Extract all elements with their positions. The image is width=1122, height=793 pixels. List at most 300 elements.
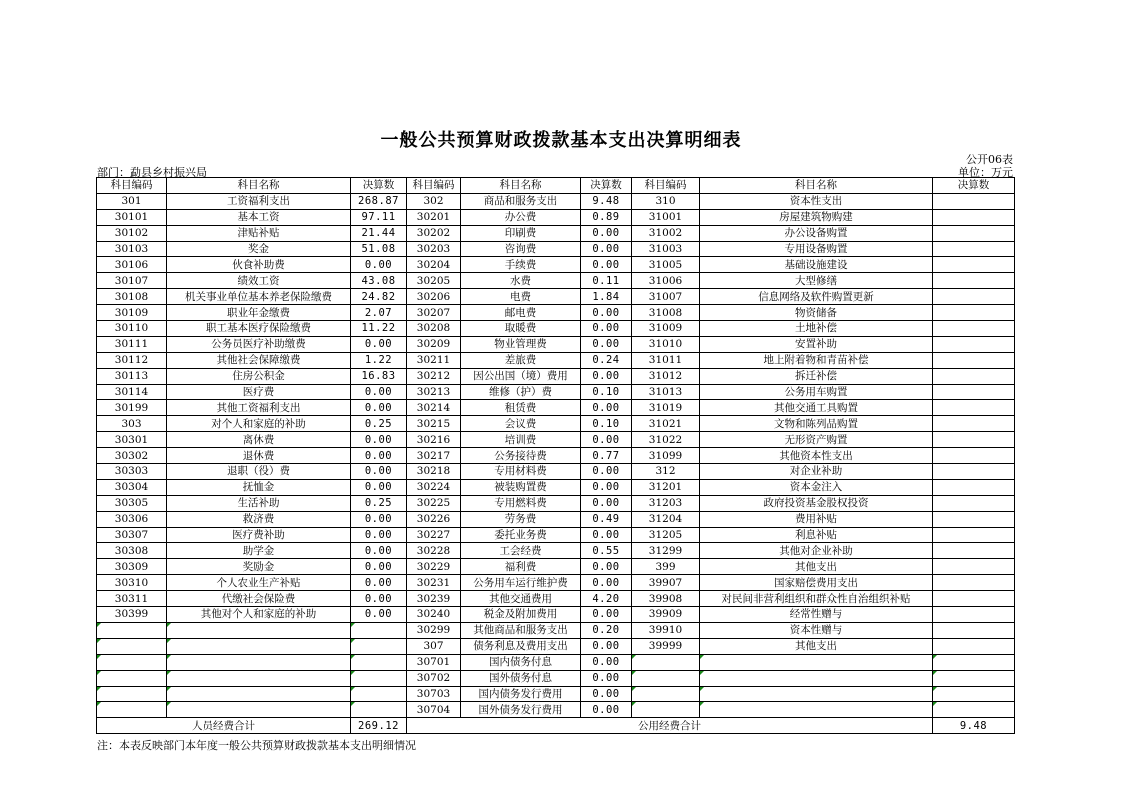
cell-amount-2: 0.00 — [581, 336, 632, 352]
table-row — [97, 305, 1015, 321]
cell-code-3: 39999 — [632, 638, 700, 654]
cell-amount-3 — [933, 686, 1015, 702]
table-row — [97, 543, 1015, 559]
cell-code-2: 30218 — [407, 464, 461, 480]
cell-name-2: 福利费 — [461, 559, 581, 575]
cell-code-3: 31002 — [632, 225, 700, 241]
table-row — [97, 241, 1015, 257]
cell-amount-2: 0.10 — [581, 416, 632, 432]
cell-code-2: 30231 — [407, 575, 461, 591]
cell-name-1: 其他对个人和家庭的补助 — [167, 607, 351, 623]
cell-name-3: 费用补贴 — [700, 511, 933, 527]
cell-name-2: 国外债务发行费用 — [461, 702, 581, 718]
cell-amount-3 — [933, 559, 1015, 575]
cell-code-2: 30227 — [407, 527, 461, 543]
expenditure-table — [96, 177, 1015, 734]
cell-amount-2: 0.00 — [581, 638, 632, 654]
cell-amount-3 — [933, 511, 1015, 527]
cell-name-2: 物业管理费 — [461, 336, 581, 352]
cell-amount-2: 0.00 — [581, 368, 632, 384]
cell-code-1: 301 — [97, 193, 167, 209]
cell-amount-2: 0.11 — [581, 273, 632, 289]
cell-code-2: 30216 — [407, 432, 461, 448]
cell-name-1: 绩效工资 — [167, 273, 351, 289]
cell-name-3: 对民间非营利组织和群众性自治组织补贴 — [700, 591, 933, 607]
cell-amount-1 — [351, 686, 407, 702]
cell-code-3: 39907 — [632, 575, 700, 591]
cell-code-2: 30225 — [407, 495, 461, 511]
cell-name-2: 国外债务付息 — [461, 670, 581, 686]
cell-code-3: 39909 — [632, 607, 700, 623]
cell-name-3: 资本性赠与 — [700, 622, 933, 638]
table-row — [97, 368, 1015, 384]
cell-code-2: 30203 — [407, 241, 461, 257]
cell-code-3: 31205 — [632, 527, 700, 543]
cell-code-2: 30229 — [407, 559, 461, 575]
cell-code-3: 31013 — [632, 384, 700, 400]
cell-code-1: 30399 — [97, 607, 167, 623]
cell-name-1 — [167, 622, 351, 638]
cell-amount-3 — [933, 241, 1015, 257]
personnel-total-label: 人员经费合计 — [97, 718, 351, 734]
cell-code-1: 30303 — [97, 464, 167, 480]
cell-code-1: 30309 — [97, 559, 167, 575]
cell-name-3: 安置补助 — [700, 336, 933, 352]
cell-amount-1: 0.25 — [351, 416, 407, 432]
cell-amount-2: 1.84 — [581, 289, 632, 305]
cell-name-1: 救济费 — [167, 511, 351, 527]
cell-name-2: 培训费 — [461, 432, 581, 448]
cell-name-2: 取暖费 — [461, 321, 581, 337]
cell-code-1: 30305 — [97, 495, 167, 511]
cell-code-1: 30110 — [97, 321, 167, 337]
cell-amount-3 — [933, 543, 1015, 559]
cell-name-3: 其他对企业补助 — [700, 543, 933, 559]
cell-name-1: 退休费 — [167, 448, 351, 464]
cell-name-3 — [700, 702, 933, 718]
cell-amount-2: 0.00 — [581, 225, 632, 241]
cell-name-3: 信息网络及软件购置更新 — [700, 289, 933, 305]
cell-name-1: 对个人和家庭的补助 — [167, 416, 351, 432]
header-amount-2: 决算数 — [581, 178, 632, 194]
cell-name-3: 其他资本性支出 — [700, 448, 933, 464]
cell-code-2: 30213 — [407, 384, 461, 400]
cell-code-1: 30103 — [97, 241, 167, 257]
cell-name-1: 津贴补贴 — [167, 225, 351, 241]
cell-code-3 — [632, 670, 700, 686]
cell-code-1: 30304 — [97, 479, 167, 495]
cell-code-2: 30204 — [407, 257, 461, 273]
cell-code-2: 30207 — [407, 305, 461, 321]
cell-name-1: 其他工资福利支出 — [167, 400, 351, 416]
cell-code-1: 30301 — [97, 432, 167, 448]
cell-code-1 — [97, 654, 167, 670]
cell-code-1: 30109 — [97, 305, 167, 321]
cell-name-2: 水费 — [461, 273, 581, 289]
cell-amount-3 — [933, 321, 1015, 337]
cell-name-3: 经常性赠与 — [700, 607, 933, 623]
cell-amount-1: 0.00 — [351, 511, 407, 527]
header-name-3: 科目名称 — [700, 178, 933, 194]
cell-amount-1: 0.00 — [351, 479, 407, 495]
totals-row — [97, 718, 1015, 734]
table-row — [97, 575, 1015, 591]
cell-amount-3 — [933, 432, 1015, 448]
cell-amount-2: 0.00 — [581, 305, 632, 321]
cell-code-2: 30701 — [407, 654, 461, 670]
cell-name-3: 利息补贴 — [700, 527, 933, 543]
cell-amount-3 — [933, 225, 1015, 241]
cell-amount-1: 0.00 — [351, 607, 407, 623]
cell-amount-3 — [933, 622, 1015, 638]
cell-name-2: 工会经费 — [461, 543, 581, 559]
cell-code-3: 31009 — [632, 321, 700, 337]
table-body — [97, 193, 1015, 717]
cell-code-2: 30214 — [407, 400, 461, 416]
cell-amount-2: 0.00 — [581, 686, 632, 702]
cell-code-3: 39910 — [632, 622, 700, 638]
cell-name-3: 资本性支出 — [700, 193, 933, 209]
cell-name-1: 基本工资 — [167, 209, 351, 225]
cell-name-2: 租赁费 — [461, 400, 581, 416]
cell-amount-3 — [933, 257, 1015, 273]
cell-name-1 — [167, 638, 351, 654]
cell-amount-3 — [933, 591, 1015, 607]
cell-amount-3 — [933, 527, 1015, 543]
cell-name-2: 被装购置费 — [461, 479, 581, 495]
public-total-label: 公用经费合计 — [407, 718, 933, 734]
table-row — [97, 479, 1015, 495]
cell-code-1: 30102 — [97, 225, 167, 241]
cell-name-3: 大型修缮 — [700, 273, 933, 289]
cell-amount-2: 0.00 — [581, 702, 632, 718]
cell-amount-2: 0.00 — [581, 575, 632, 591]
cell-code-1: 30101 — [97, 209, 167, 225]
cell-code-3: 31005 — [632, 257, 700, 273]
cell-code-2: 30240 — [407, 607, 461, 623]
table-row — [97, 384, 1015, 400]
cell-amount-2: 0.77 — [581, 448, 632, 464]
cell-code-3: 31299 — [632, 543, 700, 559]
public-total-value: 9.48 — [933, 718, 1015, 734]
header-code-2: 科目编码 — [407, 178, 461, 194]
cell-code-1: 303 — [97, 416, 167, 432]
table-row — [97, 464, 1015, 480]
cell-amount-2: 0.00 — [581, 654, 632, 670]
cell-code-2: 30211 — [407, 352, 461, 368]
table-row — [97, 416, 1015, 432]
cell-code-1 — [97, 622, 167, 638]
cell-amount-3 — [933, 336, 1015, 352]
cell-name-1: 住房公积金 — [167, 368, 351, 384]
cell-name-3 — [700, 654, 933, 670]
table-row — [97, 352, 1015, 368]
header-amount-1: 决算数 — [351, 178, 407, 194]
cell-code-3: 310 — [632, 193, 700, 209]
cell-name-1: 退职（役）费 — [167, 464, 351, 480]
cell-amount-3 — [933, 193, 1015, 209]
cell-amount-2: 0.00 — [581, 241, 632, 257]
cell-amount-3 — [933, 400, 1015, 416]
cell-amount-3 — [933, 384, 1015, 400]
table-row — [97, 670, 1015, 686]
cell-amount-1: 0.00 — [351, 527, 407, 543]
cell-name-3: 专用设备购置 — [700, 241, 933, 257]
table-row — [97, 321, 1015, 337]
cell-name-3: 国家赔偿费用支出 — [700, 575, 933, 591]
cell-amount-1: 11.22 — [351, 321, 407, 337]
cell-amount-1 — [351, 702, 407, 718]
table-row — [97, 400, 1015, 416]
cell-amount-2: 0.00 — [581, 321, 632, 337]
header-name-2: 科目名称 — [461, 178, 581, 194]
table-row — [97, 336, 1015, 352]
table-row — [97, 622, 1015, 638]
cell-amount-2: 0.00 — [581, 479, 632, 495]
cell-name-1: 奖励金 — [167, 559, 351, 575]
cell-amount-1: 51.08 — [351, 241, 407, 257]
header-code-3: 科目编码 — [632, 178, 700, 194]
cell-code-3: 31022 — [632, 432, 700, 448]
cell-amount-1: 0.00 — [351, 400, 407, 416]
cell-amount-1 — [351, 654, 407, 670]
cell-name-2: 专用材料费 — [461, 464, 581, 480]
cell-code-3: 39908 — [632, 591, 700, 607]
cell-name-3: 其他支出 — [700, 638, 933, 654]
personnel-total-value: 269.12 — [351, 718, 407, 734]
table-row — [97, 686, 1015, 702]
cell-name-1 — [167, 702, 351, 718]
cell-amount-1: 21.44 — [351, 225, 407, 241]
cell-amount-3 — [933, 289, 1015, 305]
cell-amount-1: 0.00 — [351, 384, 407, 400]
cell-amount-2: 0.49 — [581, 511, 632, 527]
cell-name-2: 会议费 — [461, 416, 581, 432]
cell-name-3: 其他支出 — [700, 559, 933, 575]
cell-name-2: 国内债务发行费用 — [461, 686, 581, 702]
cell-name-1: 工资福利支出 — [167, 193, 351, 209]
cell-code-1: 30311 — [97, 591, 167, 607]
cell-name-1: 助学金 — [167, 543, 351, 559]
cell-name-3: 拆迁补偿 — [700, 368, 933, 384]
header-amount-3: 决算数 — [933, 178, 1015, 194]
cell-amount-3 — [933, 638, 1015, 654]
cell-amount-3 — [933, 416, 1015, 432]
cell-code-3: 31204 — [632, 511, 700, 527]
cell-amount-2: 0.00 — [581, 257, 632, 273]
table-row — [97, 193, 1015, 209]
cell-code-3: 31012 — [632, 368, 700, 384]
cell-amount-1 — [351, 622, 407, 638]
cell-amount-1: 0.25 — [351, 495, 407, 511]
cell-code-3: 31008 — [632, 305, 700, 321]
cell-name-3 — [700, 670, 933, 686]
table-row — [97, 607, 1015, 623]
cell-name-2: 债务利息及费用支出 — [461, 638, 581, 654]
table-row — [97, 527, 1015, 543]
cell-name-3: 办公设备购置 — [700, 225, 933, 241]
cell-amount-2: 0.00 — [581, 400, 632, 416]
table-row — [97, 654, 1015, 670]
cell-amount-3 — [933, 654, 1015, 670]
cell-code-2: 30202 — [407, 225, 461, 241]
cell-amount-1: 1.22 — [351, 352, 407, 368]
cell-code-2: 30226 — [407, 511, 461, 527]
cell-name-1: 职业年金缴费 — [167, 305, 351, 321]
cell-amount-2: 0.00 — [581, 607, 632, 623]
cell-name-1: 医疗费补助 — [167, 527, 351, 543]
cell-code-3: 31099 — [632, 448, 700, 464]
cell-amount-2: 0.00 — [581, 559, 632, 575]
table-row — [97, 511, 1015, 527]
cell-name-2: 国内债务付息 — [461, 654, 581, 670]
cell-amount-2: 0.10 — [581, 384, 632, 400]
cell-name-2: 其他商品和服务支出 — [461, 622, 581, 638]
cell-name-2: 公务用车运行维护费 — [461, 575, 581, 591]
cell-code-3: 31003 — [632, 241, 700, 257]
cell-code-1: 30307 — [97, 527, 167, 543]
table-row — [97, 273, 1015, 289]
cell-amount-3 — [933, 479, 1015, 495]
cell-code-1: 30114 — [97, 384, 167, 400]
cell-name-2: 手续费 — [461, 257, 581, 273]
cell-amount-2: 4.20 — [581, 591, 632, 607]
table-row — [97, 257, 1015, 273]
cell-name-2: 差旅费 — [461, 352, 581, 368]
cell-name-1: 个人农业生产补贴 — [167, 575, 351, 591]
cell-code-3: 31019 — [632, 400, 700, 416]
cell-code-1 — [97, 702, 167, 718]
table-row — [97, 432, 1015, 448]
cell-code-3: 312 — [632, 464, 700, 480]
cell-code-2: 30702 — [407, 670, 461, 686]
cell-name-1: 医疗费 — [167, 384, 351, 400]
cell-amount-1: 0.00 — [351, 432, 407, 448]
cell-name-2: 专用燃料费 — [461, 495, 581, 511]
header-name-1: 科目名称 — [167, 178, 351, 194]
cell-name-1: 机关事业单位基本养老保险缴费 — [167, 289, 351, 305]
cell-code-2: 30205 — [407, 273, 461, 289]
header-code-1: 科目编码 — [97, 178, 167, 194]
cell-amount-1: 0.00 — [351, 464, 407, 480]
cell-amount-1: 43.08 — [351, 273, 407, 289]
cell-name-2: 其他交通费用 — [461, 591, 581, 607]
cell-code-2: 30212 — [407, 368, 461, 384]
cell-name-1 — [167, 670, 351, 686]
cell-name-2: 邮电费 — [461, 305, 581, 321]
cell-code-2: 30208 — [407, 321, 461, 337]
cell-code-2: 30299 — [407, 622, 461, 638]
cell-code-3: 31006 — [632, 273, 700, 289]
cell-name-3: 公务用车购置 — [700, 384, 933, 400]
cell-name-2: 劳务费 — [461, 511, 581, 527]
footnote: 注：本表反映部门本年度一般公共预算财政拨款基本支出明细情况 — [97, 739, 416, 752]
cell-code-1: 30112 — [97, 352, 167, 368]
cell-amount-1: 2.07 — [351, 305, 407, 321]
cell-code-1: 30310 — [97, 575, 167, 591]
cell-code-1: 30106 — [97, 257, 167, 273]
table-row — [97, 209, 1015, 225]
table-row — [97, 702, 1015, 718]
cell-name-3: 其他交通工具购置 — [700, 400, 933, 416]
cell-amount-1: 0.00 — [351, 448, 407, 464]
cell-amount-2: 0.24 — [581, 352, 632, 368]
report-title: 一般公共预算财政拨款基本支出决算明细表 — [380, 130, 742, 151]
cell-code-2: 30217 — [407, 448, 461, 464]
cell-name-2: 维修（护）费 — [461, 384, 581, 400]
cell-amount-3 — [933, 495, 1015, 511]
cell-amount-2: 0.00 — [581, 432, 632, 448]
cell-name-3: 资本金注入 — [700, 479, 933, 495]
cell-name-2: 委托业务费 — [461, 527, 581, 543]
table-row — [97, 591, 1015, 607]
cell-amount-1: 24.82 — [351, 289, 407, 305]
cell-name-2: 电费 — [461, 289, 581, 305]
cell-amount-1: 0.00 — [351, 543, 407, 559]
cell-amount-2: 9.48 — [581, 193, 632, 209]
cell-name-1: 离休费 — [167, 432, 351, 448]
cell-amount-2: 0.20 — [581, 622, 632, 638]
cell-code-1: 30113 — [97, 368, 167, 384]
cell-amount-1 — [351, 670, 407, 686]
cell-code-2: 30704 — [407, 702, 461, 718]
cell-name-1 — [167, 686, 351, 702]
cell-code-3: 31011 — [632, 352, 700, 368]
cell-code-3 — [632, 702, 700, 718]
cell-amount-2: 0.00 — [581, 464, 632, 480]
cell-amount-3 — [933, 464, 1015, 480]
cell-name-1: 生活补助 — [167, 495, 351, 511]
cell-name-2: 商品和服务支出 — [461, 193, 581, 209]
cell-name-3: 对企业补助 — [700, 464, 933, 480]
cell-amount-2: 0.55 — [581, 543, 632, 559]
cell-code-1 — [97, 670, 167, 686]
cell-code-1 — [97, 638, 167, 654]
cell-code-1: 30306 — [97, 511, 167, 527]
cell-code-3: 31001 — [632, 209, 700, 225]
cell-code-3: 31203 — [632, 495, 700, 511]
cell-amount-3 — [933, 607, 1015, 623]
cell-amount-2: 0.00 — [581, 527, 632, 543]
cell-code-1: 30199 — [97, 400, 167, 416]
cell-code-2: 30703 — [407, 686, 461, 702]
cell-name-1: 其他社会保障缴费 — [167, 352, 351, 368]
cell-code-3: 31201 — [632, 479, 700, 495]
cell-code-3: 399 — [632, 559, 700, 575]
cell-code-2: 30224 — [407, 479, 461, 495]
cell-code-2: 30239 — [407, 591, 461, 607]
cell-name-1: 代缴社会保险费 — [167, 591, 351, 607]
cell-code-2: 30215 — [407, 416, 461, 432]
cell-code-1: 30308 — [97, 543, 167, 559]
cell-amount-3 — [933, 448, 1015, 464]
cell-name-1: 公务员医疗补助缴费 — [167, 336, 351, 352]
cell-amount-1: 97.11 — [351, 209, 407, 225]
cell-amount-2: 0.89 — [581, 209, 632, 225]
cell-amount-3 — [933, 670, 1015, 686]
cell-name-1 — [167, 654, 351, 670]
cell-code-2: 302 — [407, 193, 461, 209]
cell-name-2: 印刷费 — [461, 225, 581, 241]
cell-code-1: 30108 — [97, 289, 167, 305]
cell-amount-3 — [933, 305, 1015, 321]
cell-name-3: 政府投资基金股权投资 — [700, 495, 933, 511]
cell-amount-3 — [933, 352, 1015, 368]
table-row — [97, 289, 1015, 305]
cell-name-3: 文物和陈列品购置 — [700, 416, 933, 432]
cell-code-3 — [632, 654, 700, 670]
cell-amount-1: 0.00 — [351, 257, 407, 273]
